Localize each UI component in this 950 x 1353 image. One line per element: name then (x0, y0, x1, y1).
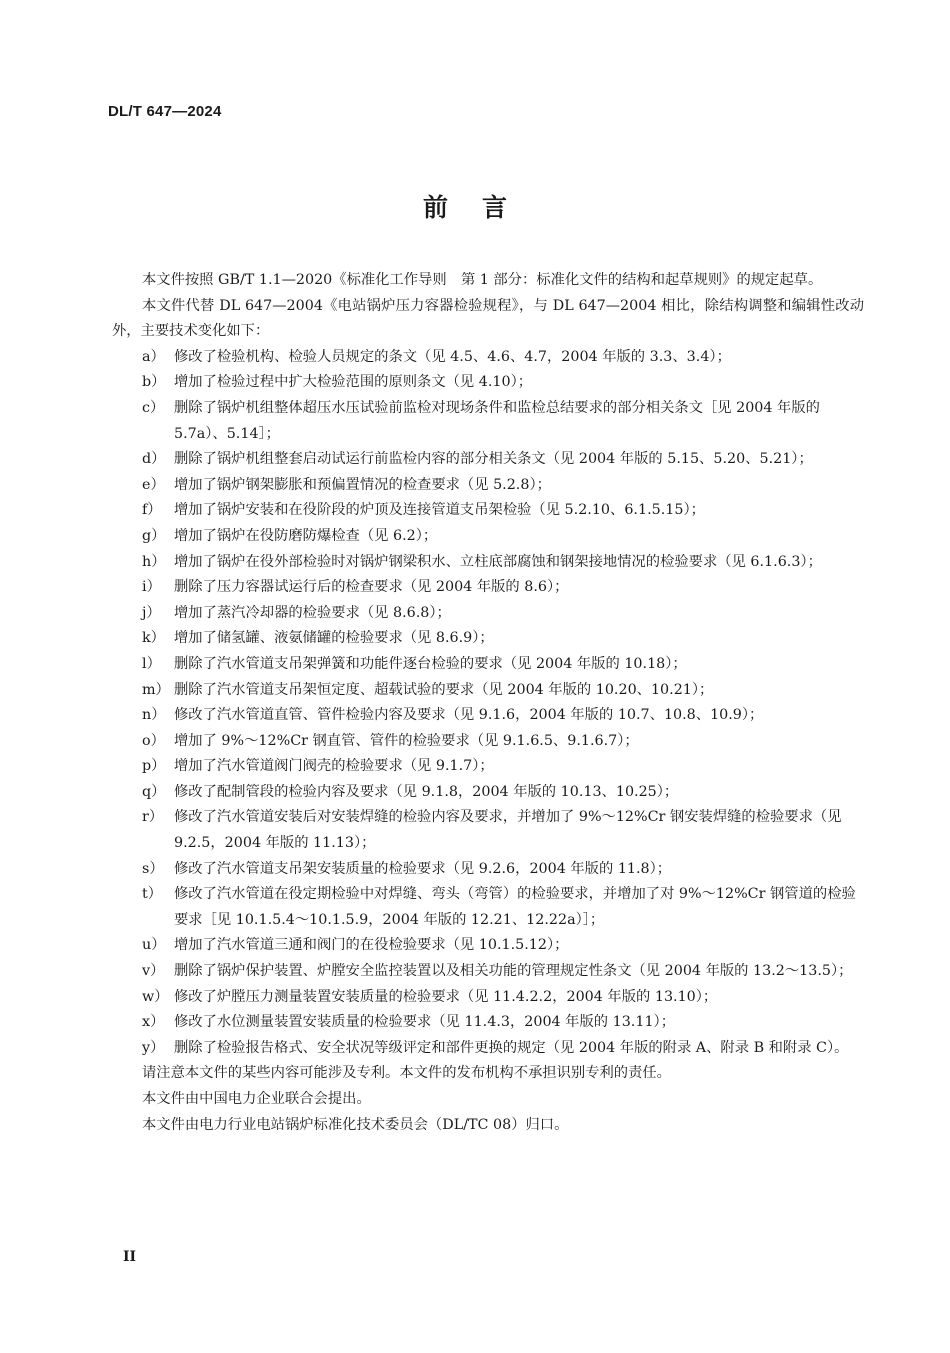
change-item (112, 882, 864, 933)
committee-note: 本文件由电力行业电站锅炉标准化技术委员会（DL/TC 08）归口。 (142, 1116, 569, 1133)
change-item-label: v） (142, 963, 165, 980)
change-item (112, 550, 864, 576)
change-item-label: c） (142, 399, 165, 416)
change-item (112, 780, 864, 806)
change-item (112, 447, 864, 473)
change-item-label: g） (142, 527, 166, 544)
change-item-text: 增加了锅炉钢架膨胀和预偏置情况的检查要求（见 5.2.8）； (174, 476, 551, 493)
change-item (112, 396, 864, 447)
change-item (112, 985, 864, 1011)
change-item-text: 增加了检验过程中扩大检验范围的原则条文（见 4.10）； (174, 374, 533, 391)
change-item-text: 修改了水位测量装置安装质量的检验要求（见 11.4.3，2004 年版的 13.11）； (174, 1014, 675, 1031)
change-item-label: n） (142, 707, 166, 724)
change-item (112, 1036, 864, 1062)
change-item-text: 删除了汽水管道支吊架弹簧和功能件逐台检验的要求（见 2004 年版的 10.18）； (174, 655, 687, 672)
change-item-label: m） (142, 681, 170, 698)
change-item-label: x） (142, 1014, 165, 1031)
change-item-label: p） (142, 758, 166, 775)
change-item-text: 删除了检验报告格式、安全状况等级评定和部件更换的规定（见 2004 年版的附录 A、附录 B 和附录 C）。 (174, 1039, 849, 1056)
change-item (112, 729, 864, 755)
intro-paragraph-1: 本文件按照 GB/T 1.1—2020《标准化工作导则 第 1 部分：标准化文件的结构和起草规则》的规定起草。 (142, 272, 823, 288)
page-number: II (123, 1249, 137, 1265)
change-item-text: 修改了汽水管道安装后对安装焊缝的检验内容及要求，并增加了 9%～12%Cr 钢安装焊缝的检验要求（见 9.2.5，2004 年版的 11.13）； (174, 809, 842, 852)
foreword-body (112, 268, 864, 1138)
change-item (112, 575, 864, 601)
change-item (112, 370, 864, 396)
change-item-text: 修改了汽水管道支吊架安装质量的检验要求（见 9.2.6，2004 年版的 11.8）； (174, 860, 672, 877)
change-item-label: r） (142, 809, 164, 826)
change-item-text: 增加了汽水管道三通和阀门的在役检验要求（见 10.1.5.12）； (174, 937, 569, 954)
changes-list (112, 345, 864, 1062)
intro-paragraph-2: 本文件代替 DL 647—2004《电站锅炉压力容器检验规程》，与 DL 647—2004 相比，除结构调整和编辑性改动外，主要技术变化如下： (112, 297, 864, 340)
change-item-text: 增加了锅炉在役防磨防爆检查（见 6.2）； (174, 527, 438, 544)
change-item (112, 601, 864, 627)
change-item-label: a） (142, 348, 165, 365)
change-item (112, 652, 864, 678)
change-item (112, 1010, 864, 1036)
change-item-text: 删除了锅炉保护装置、炉膛安全监控装置以及相关功能的管理规定性条文（见 2004 年版的 13.2～13.5）； (174, 963, 853, 980)
change-item-text: 修改了配制管段的检验内容及要求（见 9.1.8，2004 年版的 10.13、10.25）； (174, 783, 679, 800)
change-item-label: q） (142, 783, 166, 800)
change-item-label: o） (142, 732, 165, 749)
change-item-text: 删除了锅炉机组整套启动试运行前监检内容的部分相关条文（见 2004 年版的 5.15、5.20、5.21）； (174, 451, 813, 468)
change-item (112, 933, 864, 959)
change-item-text: 增加了锅炉安装和在役阶段的炉顶及连接管道支吊架检验（见 5.2.10、6.1.5.15）； (174, 502, 705, 519)
change-item-label: l） (142, 655, 161, 672)
change-item-label: k） (142, 630, 165, 647)
change-item (112, 626, 864, 652)
change-item-label: t） (142, 886, 163, 903)
change-item-text: 删除了压力容器试运行后的检查要求（见 2004 年版的 8.6）； (174, 579, 569, 596)
change-item-label: w） (142, 988, 169, 1005)
change-item-text: 增加了储氢罐、液氨储罐的检验要求（见 8.6.9）； (174, 630, 494, 647)
change-item-label: j） (142, 604, 161, 621)
change-item-label: s） (142, 860, 164, 877)
change-item (112, 473, 864, 499)
change-item-label: e） (142, 476, 165, 493)
change-item-label: h） (142, 553, 166, 570)
change-item (112, 703, 864, 729)
change-item-text: 删除了锅炉机组整体超压水压试验前监检对现场条件和监检总结要求的部分相关条文［见 2004 年版的 5.7a）、5.14］； (174, 399, 820, 442)
change-item-text: 修改了汽水管道在役定期检验中对焊缝、弯头（弯管）的检验要求，并增加了对 9%～12%Cr 钢管道的检验要求［见 10.1.5.4～10.1.5.9，2004 年版的 12.21、12.22a）］； (174, 886, 856, 928)
change-item-label: i） (142, 579, 161, 596)
change-item (112, 678, 864, 704)
proposer-note: 本文件由中国电力企业联合会提出。 (142, 1091, 371, 1107)
change-item-label: d） (142, 451, 166, 468)
patent-note: 请注意本文件的某些内容可能涉及专利。本文件的发布机构不承担识别专利的责任。 (142, 1065, 671, 1082)
change-item (112, 345, 864, 371)
change-item-text: 修改了检验机构、检验人员规定的条文（见 4.5、4.6、4.7，2004 年版的 3.3、3.4）； (174, 348, 731, 365)
change-item-text: 增加了蒸汽冷却器的检验要求（见 8.6.8）； (174, 604, 451, 621)
page-title: 前言 (422, 193, 541, 222)
change-item (112, 857, 864, 883)
document-code: DL/T 647—2024 (108, 103, 222, 120)
change-item (112, 524, 864, 550)
change-item-text: 修改了炉膛压力测量装置安装质量的检验要求（见 11.4.2.2，2004 年版的 13.10）； (174, 988, 718, 1005)
change-item-label: f） (142, 502, 162, 519)
change-item-text: 修改了汽水管道直管、管件检验内容及要求（见 9.1.6，2004 年版的 10.7、10.8、10.9）； (174, 707, 764, 724)
change-item (112, 498, 864, 524)
change-item-text: 增加了汽水管道阀门阀壳的检验要求（见 9.1.7）； (174, 758, 494, 775)
change-item-text: 增加了锅炉在役外部检验时对锅炉钢梁积水、立柱底部腐蚀和钢架接地情况的检验要求（见 6.1.6.3）； (174, 553, 822, 570)
change-item-label: y） (142, 1039, 165, 1056)
change-item-label: u） (142, 937, 166, 954)
change-item-text: 增加了 9%～12%Cr 钢直管、管件的检验要求（见 9.1.6.5、9.1.6.7）； (174, 732, 639, 749)
change-item-text: 删除了汽水管道支吊架恒定度、超载试验的要求（见 2004 年版的 10.20、10.21）； (174, 681, 714, 698)
change-item (112, 959, 864, 985)
change-item (112, 805, 864, 856)
change-item (112, 754, 864, 780)
change-item-label: b） (142, 374, 166, 391)
